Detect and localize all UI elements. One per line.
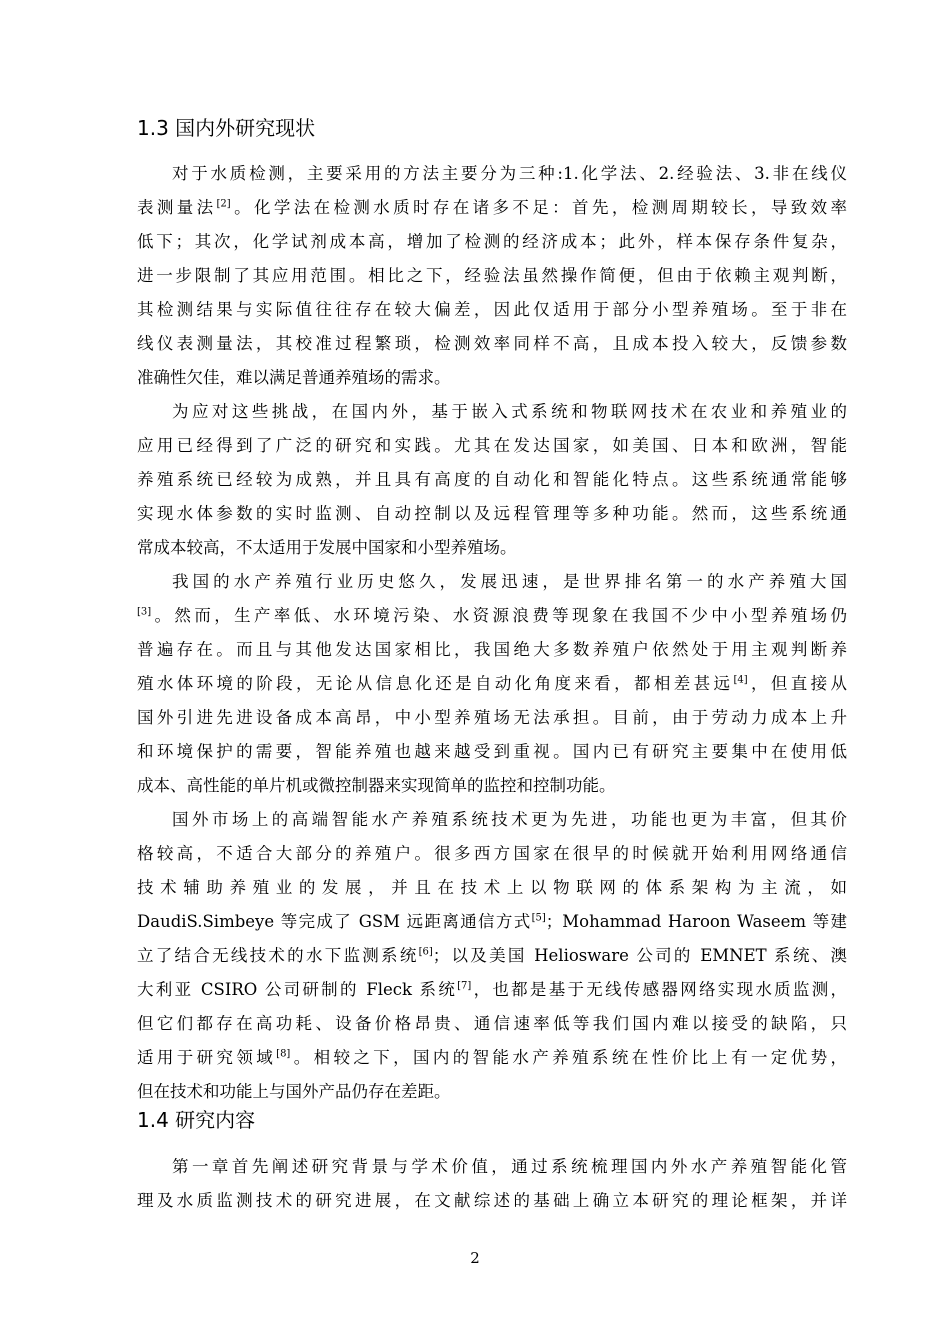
text-segment: 格较高，不适合大部分的养殖户。很多西方国家在很早的时候就开始利用网络通信 xyxy=(137,844,847,863)
citation-reference: [5] xyxy=(531,912,546,924)
text-segment: 。相较之下，国内的智能水产养殖系统在性价比上有一定优势， xyxy=(290,1048,848,1067)
text-line xyxy=(137,1184,847,1218)
paragraph-domestic-foreign-applications xyxy=(137,395,847,565)
text-line xyxy=(137,735,847,769)
text-segment: 对于水质检测，主要采用的方法主要分为三种:1.化学法、2.经验法、3.非在线仪 xyxy=(172,164,847,183)
text-segment: 我国的水产养殖行业历史悠久，发展迅速，是世界排名第一的水产养殖大国 xyxy=(172,572,847,591)
text-segment: 。化学法在检测水质时存在诸多不足：首先，检测周期较长，导致效率 xyxy=(230,198,848,217)
section-heading-1-4: 1.4 研究内容 xyxy=(137,1108,256,1132)
paragraph-foreign-market-systems xyxy=(137,803,847,1109)
text-line xyxy=(137,939,847,973)
text-segment: ，也都是基于无线传感器网络实现水质监测， xyxy=(471,980,847,999)
text-segment: ；以及美国 Heliosware 公司的 EMNET 系统、澳 xyxy=(432,946,847,965)
text-line xyxy=(137,1075,847,1109)
text-line xyxy=(137,803,847,837)
text-segment: 大利亚 CSIRO 公司研制的 Fleck 系统 xyxy=(137,980,458,999)
paragraph-water-quality-methods xyxy=(137,157,847,395)
citation-reference: [7] xyxy=(457,980,472,992)
text-line xyxy=(137,259,847,293)
page-number: 2 xyxy=(470,1249,480,1267)
text-segment: 养殖系统已经较为成熟，并且具有高度的自动化和智能化特点。这些系统通常能够 xyxy=(137,470,847,489)
text-segment: 准确性欠佳，难以满足普通养殖场的需求。 xyxy=(137,368,451,387)
text-segment: 进一步限制了其应用范围。相比之下，经验法虽然操作简便，但由于依赖主观判断， xyxy=(137,266,847,285)
text-line xyxy=(137,667,847,701)
text-line xyxy=(137,599,847,633)
text-line xyxy=(137,769,847,803)
text-segment: 应用已经得到了广泛的研究和实践。尤其在发达国家，如美国、日本和欧洲，智能 xyxy=(137,436,847,455)
text-line xyxy=(137,973,847,1007)
text-line xyxy=(137,531,847,565)
text-line xyxy=(137,157,847,191)
text-segment: 普遍存在。而且与其他发达国家相比，我国绝大多数养殖户依然处于用主观判断养 xyxy=(137,640,847,659)
citation-reference: [3] xyxy=(137,606,152,618)
text-line xyxy=(137,701,847,735)
text-segment: 常成本较高，不太适用于发展中国家和小型养殖场。 xyxy=(137,538,517,557)
text-line xyxy=(137,293,847,327)
text-segment: 表测量法 xyxy=(137,198,217,217)
citation-reference: [6] xyxy=(418,946,433,958)
text-segment: 其检测结果与实际值往往存在较大偏差，因此仅适用于部分小型养殖场。至于非在 xyxy=(137,300,847,319)
text-segment: 国外引进先进设备成本高昂，中小型养殖场无法承担。目前，由于劳动力成本上升 xyxy=(137,708,847,727)
text-line xyxy=(137,361,847,395)
text-segment: 成本、高性能的单片机或微控制器来实现简单的监控和控制功能。 xyxy=(137,776,616,795)
citation-reference: [8] xyxy=(276,1048,291,1060)
text-line xyxy=(137,497,847,531)
text-segment: 理及水质监测技术的研究进展，在文献综述的基础上确立本研究的理论框架，并详 xyxy=(137,1191,847,1210)
text-line xyxy=(137,225,847,259)
text-segment: 国外市场上的高端智能水产养殖系统技术更为先进，功能也更为丰富，但其价 xyxy=(172,810,847,829)
text-segment: 和环境保护的需要，智能养殖也越来越受到重视。国内已有研究主要集中在使用低 xyxy=(137,742,847,761)
text-segment: 线仪表测量法，其校准过程繁琐，检测效率同样不高，且成本投入较大，反馈参数 xyxy=(137,334,847,353)
text-line xyxy=(137,327,847,361)
text-line xyxy=(137,1041,847,1075)
paragraph-research-content xyxy=(137,1150,847,1218)
text-segment: 。然而，生产率低、水环境污染、水资源浪费等现象在我国不少中小型养殖场仍 xyxy=(151,606,847,625)
text-line xyxy=(137,633,847,667)
citation-reference: [2] xyxy=(216,198,231,210)
text-segment: 技术辅助养殖业的发展，并且在技术上以物联网的体系架构为主流，如 xyxy=(137,878,847,897)
text-line xyxy=(137,1150,847,1184)
text-segment: 殖水体环境的阶段，无论从信息化还是自动化角度来看，都相差甚远 xyxy=(137,674,734,693)
text-line xyxy=(137,871,847,905)
text-segment: 但在技术和功能上与国外产品仍存在差距。 xyxy=(137,1082,451,1101)
text-segment: 实现水体参数的实时监测、自动控制以及远程管理等多种功能。然而，这些系统通 xyxy=(137,504,847,523)
text-line xyxy=(137,429,847,463)
section-heading-1-3: 1.3 国内外研究现状 xyxy=(137,116,316,140)
paragraph-china-aquaculture xyxy=(137,565,847,803)
text-segment: 低下；其次，化学试剂成本高，增加了检测的经济成本；此外，样本保存条件复杂， xyxy=(137,232,847,251)
text-line xyxy=(137,565,847,599)
text-line xyxy=(137,395,847,429)
citation-reference: [4] xyxy=(733,674,748,686)
text-line xyxy=(137,837,847,871)
text-line xyxy=(137,463,847,497)
text-line xyxy=(137,1007,847,1041)
text-segment: 适用于研究领域 xyxy=(137,1048,277,1067)
text-segment: ；Mohammad Haroon Waseem 等建 xyxy=(545,912,847,931)
text-segment: 为应对这些挑战，在国内外，基于嵌入式系统和物联网技术在农业和养殖业的 xyxy=(172,402,847,421)
text-segment: ，但直接从 xyxy=(747,674,848,693)
text-segment: 立了结合无线技术的水下监测系统 xyxy=(137,946,419,965)
text-segment: DaudiS.Simbeye 等完成了 GSM 远距离通信方式 xyxy=(137,912,532,931)
text-line xyxy=(137,191,847,225)
text-segment: 第一章首先阐述研究背景与学术价值，通过系统梳理国内外水产养殖智能化管 xyxy=(172,1157,847,1176)
text-segment: 但它们都存在高功耗、设备价格昂贵、通信速率低等我们国内难以接受的缺陷，只 xyxy=(137,1014,847,1033)
text-line xyxy=(137,905,847,939)
